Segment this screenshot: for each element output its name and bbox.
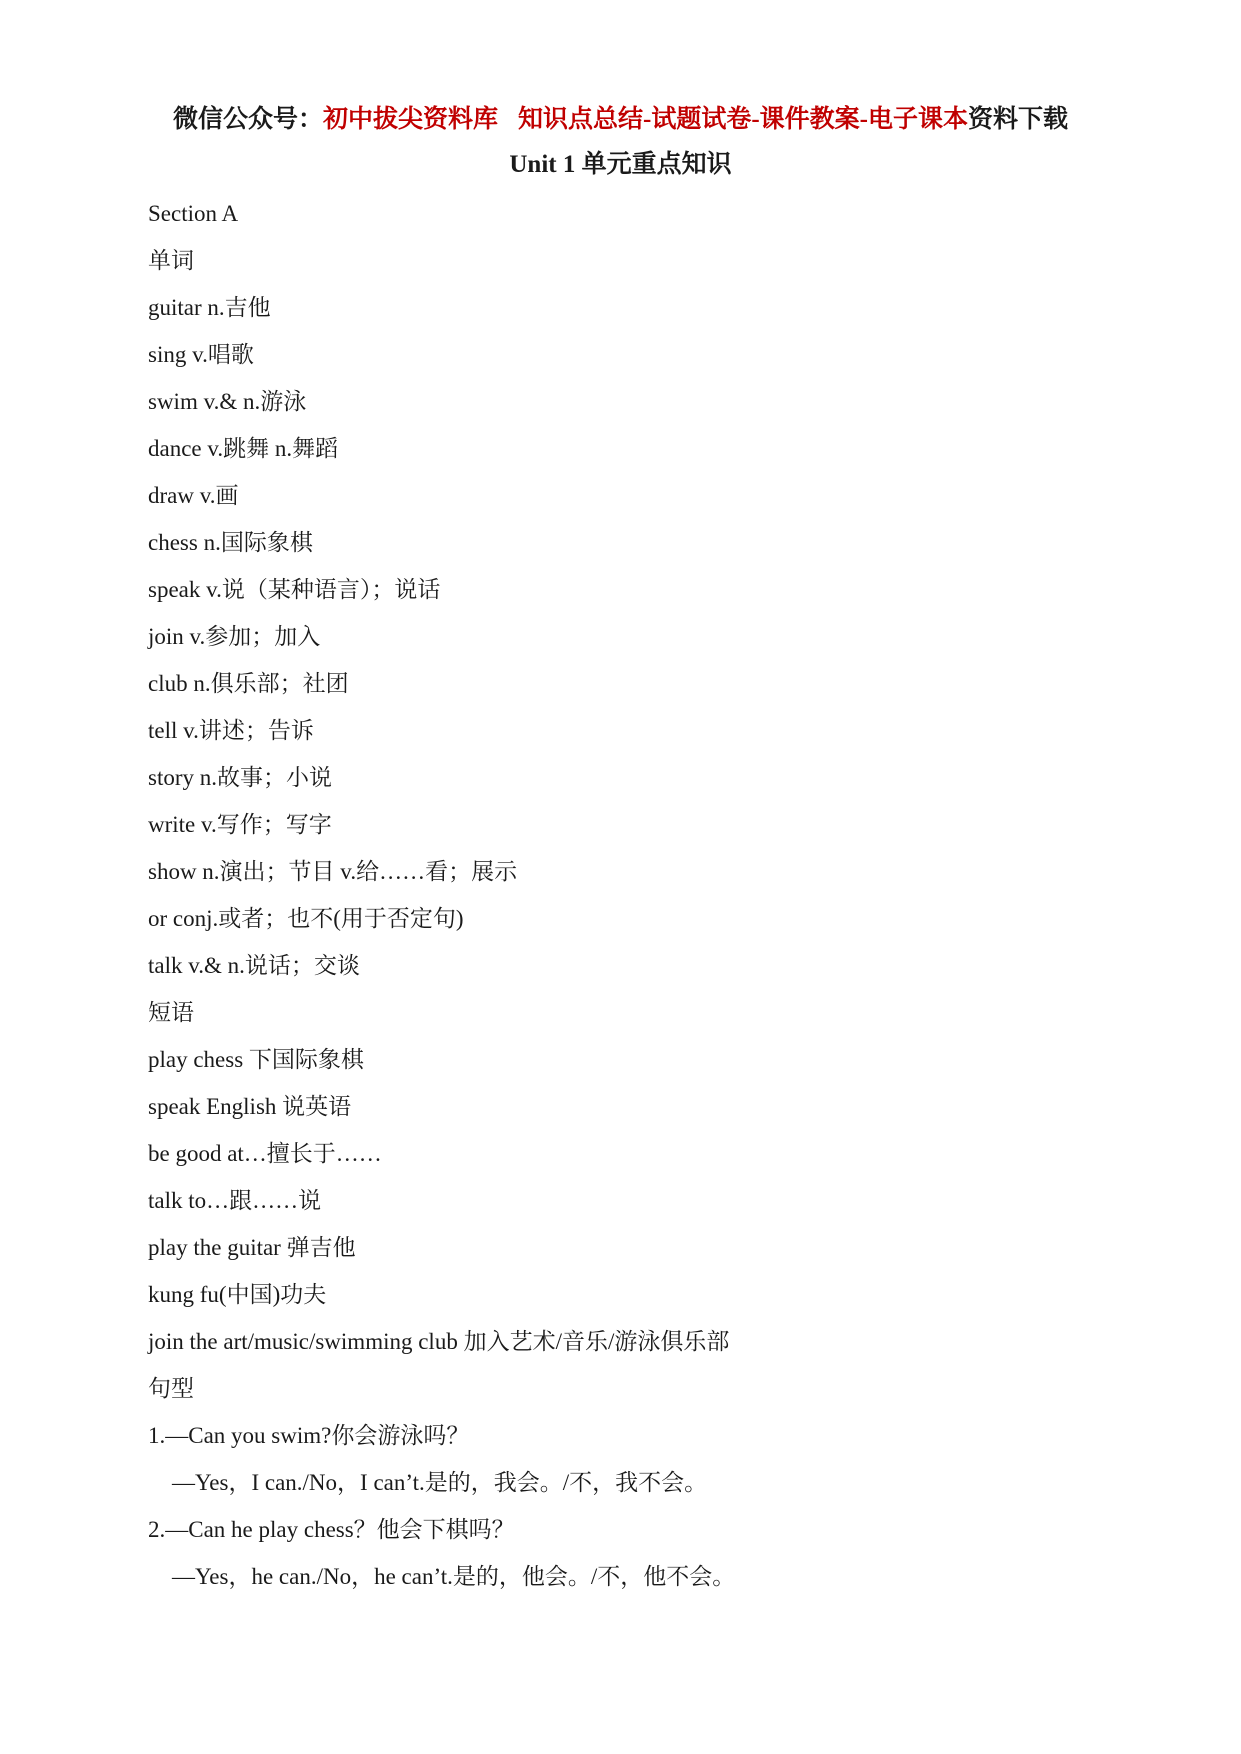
- text-line: talk v.& n.说话；交谈: [148, 953, 360, 978]
- content-body: [148, 196, 1148, 1606]
- text-line: speak v.说（某种语言）；说话: [148, 577, 441, 602]
- text-line: or conj.或者；也不(用于否定句): [148, 906, 464, 931]
- text-line: 2.—Can he play chess？他会下棋吗？: [148, 1517, 515, 1542]
- text-line: tell v.讲述；告诉: [148, 718, 314, 743]
- text-line: 1.—Can you swim?你会游泳吗？: [148, 1423, 470, 1448]
- text-line: join v.参加；加入: [148, 624, 321, 649]
- header-prefix: 微信公众号：: [172, 106, 323, 133]
- text-line: play chess 下国际象棋: [148, 1047, 364, 1072]
- text-line: talk to…跟……说: [148, 1188, 322, 1213]
- text-line: 句型: [148, 1376, 194, 1401]
- text-line: story n.故事；小说: [148, 765, 332, 790]
- text-line: —Yes，I can./No，I can’t.是的，我会。/不，我不会。: [172, 1470, 708, 1495]
- text-line: club n.俱乐部；社团: [148, 671, 349, 696]
- text-line: draw v.画: [148, 483, 239, 508]
- text-line: kung fu(中国)功夫: [148, 1282, 327, 1307]
- text-line: be good at…擅长于……: [148, 1141, 382, 1166]
- text-line: chess n.国际象棋: [148, 530, 313, 555]
- page-title: Unit 1 单元重点知识: [509, 151, 732, 178]
- text-line: write v.写作；写字: [148, 812, 332, 837]
- header-highlight-1: 初中拔尖资料库: [323, 106, 499, 133]
- text-line: swim v.& n.游泳: [148, 389, 307, 414]
- header-banner: [0, 104, 1241, 136]
- header-suffix: 资料下载: [968, 106, 1069, 133]
- text-line: show n.演出；节目 v.给……看；展示: [148, 859, 518, 884]
- text-line: 单词: [148, 248, 194, 273]
- text-line: 短语: [148, 1000, 194, 1025]
- text-line: —Yes，he can./No，he can’t.是的，他会。/不，他不会。: [172, 1564, 736, 1589]
- text-line: dance v.跳舞 n.舞蹈: [148, 436, 339, 461]
- text-line: join the art/music/swimming club 加入艺术/音乐/游泳俱乐部: [148, 1329, 730, 1354]
- text-line: Section A: [148, 201, 239, 226]
- text-line: speak English 说英语: [148, 1094, 352, 1119]
- header-highlight-2: 知识点总结-试题试卷-课件教案-电子课本: [518, 106, 968, 133]
- text-line: guitar n.吉他: [148, 295, 271, 320]
- text-line: play the guitar 弹吉他: [148, 1235, 356, 1260]
- text-line: sing v.唱歌: [148, 342, 254, 367]
